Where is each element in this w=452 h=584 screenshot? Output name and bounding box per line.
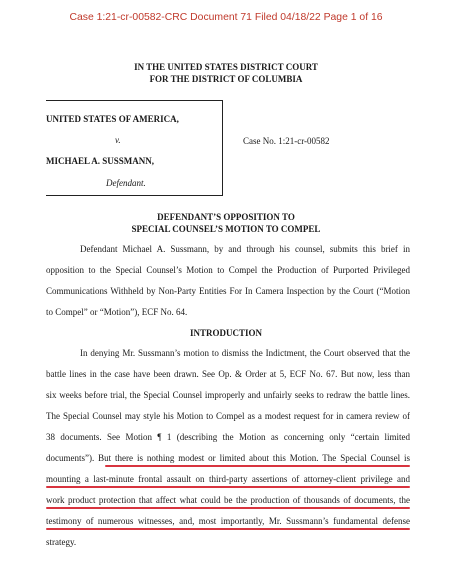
caption-versus: v.	[115, 135, 121, 145]
red-underline	[46, 486, 410, 488]
body-line: The Special Counsel may style his Motion to Compel as a modest request for in camera review of	[46, 411, 410, 421]
case-number: Case No. 1:21-cr-00582	[243, 136, 330, 146]
doc-title-line1: DEFENDANT’S OPPOSITION TO	[157, 212, 295, 222]
body-line: documents”). But there is nothing modest or limited about this Motion. The Special Counsel is	[46, 453, 410, 463]
doc-title-line2: SPECIAL COUNSEL’S MOTION TO COMPEL	[131, 224, 321, 234]
caption-bottom-rule	[46, 195, 222, 196]
intro-line-last: to Compel” or “Motion”), ECF No. 64.	[46, 307, 188, 317]
docket-header: Case 1:21-cr-00582-CRC Document 71 Filed 04/18/22 Page 1 of 16	[69, 12, 383, 23]
caption-divider	[222, 100, 223, 196]
red-underline	[46, 507, 410, 509]
section-heading: INTRODUCTION	[189, 328, 262, 338]
intro-line: Communications Withheld by Non-Party Entities For In Camera Inspection by the Court (“Motion	[46, 286, 410, 296]
red-underline	[46, 528, 410, 530]
caption-plaintiff: UNITED STATES OF AMERICA,	[46, 114, 179, 124]
body-line: battle lines in the case have been drawn. See Op. & Order at 5, ECF No. 67. But now, less than	[46, 369, 410, 379]
body-line: six weeks before trial, the Special Counsel improperly and unfairly seeks to redraw the battle lines.	[46, 390, 410, 400]
caption-top-rule	[46, 100, 222, 101]
body-line: mounting a last-minute frontal assault on third-party assertions of attorney-client privilege and	[46, 474, 410, 484]
intro-line: opposition to the Special Counsel’s Motion to Compel the Production of Purported Privileged	[46, 265, 410, 275]
body-line: work product protection that affect what could be the production of thousands of documents, the	[46, 495, 410, 505]
caption-defendant: MICHAEL A. SUSSMANN,	[46, 156, 155, 166]
red-underline	[105, 465, 410, 467]
body-line: 38 documents. See Motion ¶ 1 (describing the Motion as concerning only “certain limited	[46, 432, 410, 442]
body-line: testimony of numerous witnesses, and, most importantly, Mr. Sussmann’s fundamental defense	[46, 516, 410, 526]
body-line: In denying Mr. Sussmann’s motion to dismiss the Indictment, the Court observed that the	[80, 348, 410, 358]
body-line-last: strategy.	[46, 537, 77, 547]
intro-line: Defendant Michael A. Sussmann, by and through his counsel, submits this brief in	[80, 244, 410, 254]
court-district: FOR THE DISTRICT OF COLUMBIA	[149, 74, 303, 84]
caption-defendant-role: Defendant.	[106, 178, 146, 188]
court-name: IN THE UNITED STATES DISTRICT COURT	[134, 62, 318, 72]
